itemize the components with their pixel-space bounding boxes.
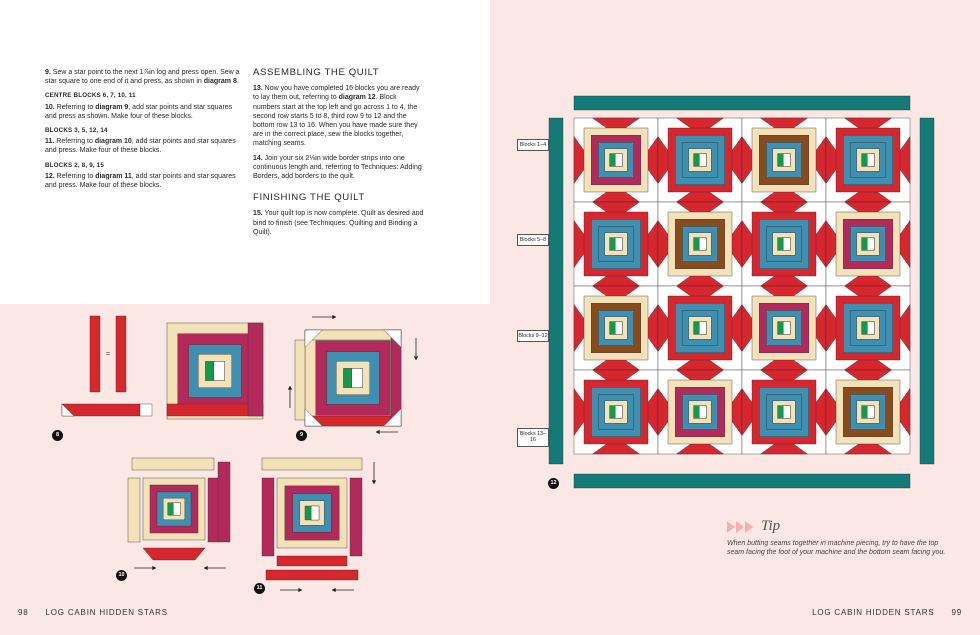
blocks-label-1: Blocks 1–4 [517, 139, 549, 151]
blocks-3-heading: BLOCKS 3, 5, 12, 14 [45, 127, 108, 135]
step-14: 14. Join your six 2⅛in wide border strips into one continuous length and, referring to Techniques: Adding Borders, add borders to the quilt. [253, 154, 422, 181]
diagram-9-number: 9 [296, 430, 307, 441]
tip-box [727, 518, 957, 558]
quilt-border-bottom [574, 474, 910, 488]
left-running-head: LOG CABIN HIDDEN STARS [45, 608, 168, 617]
blocks-2-heading: BLOCKS 2, 8, 9, 15 [45, 161, 104, 169]
quilt-border-left [549, 118, 563, 464]
quilt-border-right [920, 118, 934, 464]
step-10: 10. Referring to diagram 9, add star points and star squares and press as shown. Make four of these blocks. [45, 103, 233, 120]
diagram8-strip-right [116, 316, 126, 392]
step-13: 13. Now you have completed 16 blocks you are ready to lay them out, referring to diagram 12. Block numbers start at the top left and go across 1 to 4, the second row starts 5 to 8, third row 9 to 12 and the bottom row 13 to 16. When you have made sure they are in the correct place, sew the blocks together, matching seams. [253, 85, 420, 148]
triple-arrow-icon [727, 521, 755, 533]
step-12: 12. Referring to diagram 11, add star points and star squares and press. Make four of these blocks. [45, 172, 236, 190]
diagram10-top-strip [132, 458, 214, 470]
diagram8-strip-left [90, 316, 100, 392]
blocks-label-3: Blocks 9–12 [517, 330, 549, 342]
diagram8-log [62, 404, 140, 416]
diagram-8-number: 8 [52, 430, 63, 441]
diagram-11-number: 11 [254, 583, 265, 594]
step-11: 11. Referring to diagram 10, add star points and star squares and press. Make four of these blocks. [45, 138, 236, 155]
right-page-number: 99 [951, 608, 962, 617]
tip-text: When butting seams together in machine piecing, try to have the top seam facing the foot of your machine and the bottom seam facing you. [727, 540, 946, 557]
left-page-number: 98 [18, 608, 29, 617]
step-15: 15. Your quilt top is now complete. Quilt as desired and bind to finish (see Techniques: Quilting and Binding a Quilt). [253, 210, 424, 236]
right-running-head: LOG CABIN HIDDEN STARS [812, 608, 935, 617]
right-folio [812, 608, 962, 617]
diagram11-top-strip [262, 458, 362, 470]
blocks-label-4: Blocks 13–16 [517, 428, 549, 447]
step-9: 9. Sew a star point to the next 1⅞in log and press open. Sew a star square to one end of it and press, as shown in diagram 8. [45, 69, 240, 86]
blocks-label-2: Blocks 5–8 [517, 234, 549, 246]
diagram8-equals-sign: = [106, 351, 111, 358]
diagram8-star-square [140, 404, 152, 416]
centre-blocks-heading: CENTRE BLOCKS 6, 7, 10, 11 [45, 92, 136, 100]
finishing-title: FINISHING THE QUILT [253, 192, 365, 204]
tip-title: Tip [761, 518, 781, 534]
left-folio [18, 608, 168, 617]
diagram-10-number: 10 [116, 570, 127, 581]
assembling-title: ASSEMBLING THE QUILT [253, 67, 380, 78]
diagram-12-number: 12 [548, 478, 559, 489]
quilt-border-top [574, 96, 910, 110]
